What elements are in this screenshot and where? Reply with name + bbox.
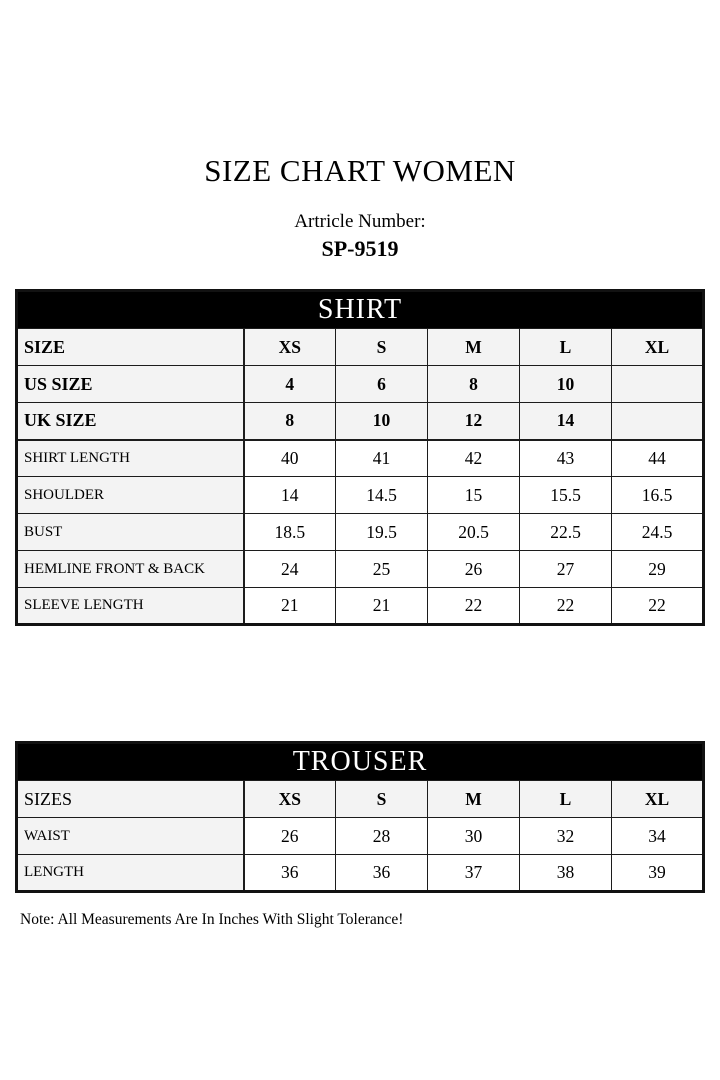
row-label: WAIST	[17, 818, 244, 855]
shoulder-row	[17, 477, 704, 514]
value-cell: 19.5	[336, 514, 428, 551]
size-header-l: L	[520, 329, 612, 366]
value-cell: 36	[244, 855, 336, 892]
value-cell: 10	[520, 366, 612, 403]
value-cell: 8	[244, 403, 336, 440]
uk-size-row	[17, 403, 704, 440]
row-label: SHOULDER	[17, 477, 244, 514]
value-cell: 29	[612, 551, 704, 588]
article-number-label: Artricle Number:	[294, 211, 426, 232]
value-cell: 28	[336, 818, 428, 855]
value-cell: 44	[612, 440, 704, 477]
value-cell: 26	[428, 551, 520, 588]
value-cell: 43	[520, 440, 612, 477]
value-cell: 15	[428, 477, 520, 514]
value-cell	[612, 403, 704, 440]
value-cell: 6	[336, 366, 428, 403]
waist-row	[17, 818, 704, 855]
value-cell: 40	[244, 440, 336, 477]
size-header-xs: XS	[244, 329, 336, 366]
value-cell: 37	[428, 855, 520, 892]
shirt-size-header-row	[17, 329, 704, 366]
value-cell: 34	[612, 818, 704, 855]
row-label: BUST	[17, 514, 244, 551]
value-cell: 39	[612, 855, 704, 892]
value-cell: 22	[428, 588, 520, 625]
value-cell: 41	[336, 440, 428, 477]
size-header-s: S	[336, 329, 428, 366]
us-size-row	[17, 366, 704, 403]
size-header-s: S	[336, 781, 428, 818]
value-cell: 26	[244, 818, 336, 855]
value-cell: 27	[520, 551, 612, 588]
size-header-m: M	[428, 329, 520, 366]
value-cell: 14	[520, 403, 612, 440]
value-cell: 20.5	[428, 514, 520, 551]
page-title: SIZE CHART WOMEN	[204, 153, 516, 188]
hemline-row	[17, 551, 704, 588]
size-header-xs: XS	[244, 781, 336, 818]
sizes-column-header: SIZES	[17, 781, 244, 818]
value-cell: 8	[428, 366, 520, 403]
size-header-l: L	[520, 781, 612, 818]
shirt-table-title-row	[17, 291, 704, 329]
sleeve-length-row	[17, 588, 704, 625]
value-cell: 21	[244, 588, 336, 625]
value-cell: 12	[428, 403, 520, 440]
article-number: SP-9519	[321, 236, 399, 261]
value-cell: 10	[336, 403, 428, 440]
trouser-table-title: TROUSER	[17, 743, 704, 781]
value-cell: 15.5	[520, 477, 612, 514]
value-cell	[612, 366, 704, 403]
row-label: HEMLINE FRONT & BACK	[17, 551, 244, 588]
value-cell: 14	[244, 477, 336, 514]
row-label: SHIRT LENGTH	[17, 440, 244, 477]
value-cell: 30	[428, 818, 520, 855]
value-cell: 36	[336, 855, 428, 892]
row-label: SLEEVE LENGTH	[17, 588, 244, 625]
size-column-header: SIZE	[17, 329, 244, 366]
value-cell: 32	[520, 818, 612, 855]
shirt-size-table	[15, 289, 705, 626]
size-header-xl: XL	[612, 781, 704, 818]
value-cell: 14.5	[336, 477, 428, 514]
size-header-m: M	[428, 781, 520, 818]
value-cell: 4	[244, 366, 336, 403]
value-cell: 38	[520, 855, 612, 892]
value-cell: 25	[336, 551, 428, 588]
value-cell: 22	[520, 588, 612, 625]
trouser-size-table	[15, 741, 705, 893]
shirt-table-title: SHIRT	[17, 291, 704, 329]
value-cell: 18.5	[244, 514, 336, 551]
value-cell: 24.5	[612, 514, 704, 551]
value-cell: 22	[612, 588, 704, 625]
value-cell: 22.5	[520, 514, 612, 551]
shirt-length-row	[17, 440, 704, 477]
value-cell: 42	[428, 440, 520, 477]
value-cell: 24	[244, 551, 336, 588]
row-label: US SIZE	[17, 366, 244, 403]
note-text: Note: All Measurements Are In Inches With Slight Tolerance!	[20, 911, 404, 928]
row-label: UK SIZE	[17, 403, 244, 440]
row-label: LENGTH	[17, 855, 244, 892]
length-row	[17, 855, 704, 892]
value-cell: 21	[336, 588, 428, 625]
value-cell: 16.5	[612, 477, 704, 514]
trouser-table-title-row	[17, 743, 704, 781]
size-header-xl: XL	[612, 329, 704, 366]
trouser-size-header-row	[17, 781, 704, 818]
bust-row	[17, 514, 704, 551]
